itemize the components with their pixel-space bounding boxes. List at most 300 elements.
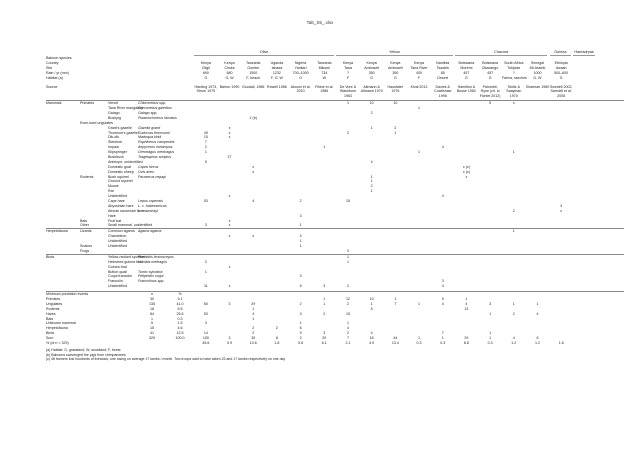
source-cell: Goodall, 1986: [242, 85, 265, 89]
value-cell: 4: [299, 234, 302, 239]
value-cell: [265, 223, 289, 228]
header-cell: Kenya: [342, 61, 354, 65]
scientific-name: Potamochoerus larvatus: [138, 115, 177, 120]
source-cell: Hamilton & Busse 1982: [456, 85, 476, 94]
prey-name: Cape hare: [108, 199, 125, 204]
prey-name: Bush squirrel: [108, 174, 129, 179]
value-cell: 1: [418, 150, 421, 155]
header-cell: 85: [440, 71, 445, 75]
header-cell: Kenya: [390, 61, 401, 65]
header-cell: Desert: [437, 76, 449, 80]
group-cell: Bats: [80, 218, 88, 223]
min-events-value: 0.3: [416, 340, 422, 345]
scientific-name: Capra hircus: [138, 164, 159, 169]
scientific-name: L. crawshayi: [138, 208, 158, 213]
min-events-name: Unknown mammal: [46, 321, 76, 326]
value-cell: [526, 284, 550, 289]
min-events-pct: 25.5: [176, 311, 184, 316]
min-events-value: 1.2: [534, 340, 540, 345]
prey-name: Impala: [108, 145, 119, 150]
class-cell: [46, 223, 80, 228]
source-label: Source: [46, 85, 58, 89]
header-cell: [573, 76, 597, 81]
value-cell: 3: [441, 279, 444, 284]
header-cell: 457: [487, 71, 494, 75]
scientific-name: [138, 249, 194, 254]
header-cell: 350: [392, 71, 399, 75]
value-cell: 1: [370, 174, 373, 179]
min-events-row: [46, 341, 624, 346]
header-label: Habitat (a): [46, 76, 63, 80]
prey-name: Unidentified: [108, 239, 127, 244]
min-events-value: 7: [394, 301, 397, 306]
prey-name: Yellow-necked spurfowl: [108, 254, 146, 259]
min-events-value: 1: [394, 296, 397, 301]
prey-name: Domestic goat: [108, 164, 131, 169]
prey-name: Francolin: [108, 279, 123, 284]
header-cell: Botswana: [482, 61, 498, 65]
value-cell: 11: [203, 284, 208, 289]
source-cell: Stoltz & Saayman 1970: [506, 85, 522, 98]
table-row: [46, 249, 624, 254]
group-cell: Even-toed ungulates: [80, 120, 113, 125]
min-events-value: 20: [322, 336, 327, 341]
min-events-value: 1: [346, 321, 349, 326]
species-group-header: [46, 50, 624, 56]
min-events-n: 30: [150, 296, 154, 301]
scientific-name: Raphicerus campestris: [138, 140, 175, 145]
min-events-n: 5: [151, 321, 153, 326]
value-cell: 1: [394, 130, 397, 135]
value-cell: [478, 284, 502, 289]
value-cell: x: [228, 234, 231, 239]
min-events-n: 15: [150, 326, 154, 331]
prey-name: Fruit bat: [108, 218, 122, 223]
footnote: (c) 46 farmers lost hundreds of livestock; one losing on average 17 lambs / month. Two troops said to have taken 23 and 17 lambs respectively on one day: [46, 357, 286, 362]
value-cell: 27: [227, 155, 232, 160]
min-events-value: 2: [323, 311, 326, 316]
value-cell: [431, 249, 455, 254]
value-cell: [455, 223, 479, 228]
value-cell: 10: [393, 101, 398, 106]
prey-name: Abyssinian hare: [108, 203, 134, 208]
value-cell: 1: [204, 150, 207, 155]
header-cell: 350: [368, 71, 375, 75]
value-cell: x: [228, 284, 231, 289]
value-cell: [384, 249, 408, 254]
header-cell: 1000: [533, 71, 542, 75]
value-cell: 1: [512, 150, 515, 155]
value-cell: x: [228, 135, 231, 140]
min-events-value: 3: [323, 331, 326, 336]
min-events-name: Sum: [46, 336, 54, 341]
prey-name: African savannah hare: [108, 208, 144, 213]
header-cell: G: [204, 76, 208, 80]
scientific-name: Oreotragus oreotragus: [138, 150, 175, 155]
header-cell: G: [559, 76, 563, 80]
prey-name: Unidentified: [108, 244, 127, 249]
prey-name: Hare: [108, 213, 116, 218]
value-cell: [265, 284, 289, 289]
scientific-name: Lepus capensis: [138, 199, 163, 204]
footnote: (b) Baboons scavenged the pigs from chimpanzees: [46, 352, 126, 357]
header-cell: Tana: [344, 66, 352, 70]
n-label: n: [151, 292, 153, 297]
min-events-value: 4: [370, 331, 373, 336]
value-cell: [502, 284, 526, 289]
scientific-name: Turnix sylvatica: [138, 269, 163, 274]
header-cell: Kenya: [413, 61, 425, 65]
prey-name: Button quail: [108, 269, 127, 274]
value-cell: [478, 249, 502, 254]
group-cell: Snakes: [80, 244, 92, 249]
class-cell: [46, 284, 80, 289]
header-cell: Nigeria: [294, 61, 307, 65]
header-cell: Ethiopia: [554, 61, 568, 65]
scientific-name: Peliperdix coqui: [138, 274, 164, 279]
class-cell: Birds: [46, 254, 55, 259]
footnote: (a) Habitat: G, grassland; W, woodland; F, forest: [46, 347, 121, 352]
value-cell: [360, 284, 384, 289]
value-cell: 3: [560, 203, 563, 208]
header-cell: G: [299, 76, 302, 80]
header-cell: 1500: [249, 71, 258, 75]
value-cell: [407, 284, 431, 289]
value-cell: 1: [299, 244, 302, 249]
min-events-value: 16: [369, 336, 374, 341]
species-group: Chacma: [455, 50, 548, 56]
value-cell: 15: [345, 199, 350, 204]
header-cell: Okavango: [481, 66, 499, 70]
value-cell: 49: [203, 130, 208, 135]
value-cell: 2: [299, 199, 302, 204]
prey-name: Galago: [108, 111, 120, 115]
min-events-value: 3: [489, 301, 492, 306]
group-cell: Lizards: [80, 229, 92, 234]
header-cell: 580: [226, 71, 233, 75]
value-cell: 2: [346, 130, 349, 135]
min-events-value: 1.8: [558, 340, 564, 345]
value-cell: 3: [299, 274, 302, 279]
min-events-value: 2: [275, 326, 278, 331]
value-cell: 4: [441, 284, 444, 289]
prey-name: [108, 249, 138, 254]
prey-name: Klipspringer: [108, 150, 127, 155]
species-group: Guinea: [550, 50, 572, 56]
min-events-value: 53: [203, 311, 208, 316]
min-events-value: 3: [299, 311, 302, 316]
header-cell: Mikumi: [318, 66, 330, 70]
header-cell: G: [370, 76, 374, 80]
header-cell: Awash: [555, 66, 567, 70]
prey-name: Ground squirrel: [108, 179, 133, 184]
header-cell: F: [417, 76, 421, 80]
species-group: Yellow: [336, 50, 453, 56]
min-events-pct: 9.1: [177, 296, 183, 301]
value-cell: [336, 223, 360, 228]
table-body: [46, 100, 624, 289]
value-cell: 2: [204, 145, 207, 150]
value-cell: 1: [204, 269, 207, 274]
min-events-value: 1: [418, 301, 421, 306]
value-cell: [360, 249, 384, 254]
value-cell: [549, 249, 573, 254]
min-events-value: 3: [228, 301, 231, 306]
value-cell: 1: [299, 223, 302, 228]
min-events-value: 1.8: [274, 340, 280, 345]
prey-table: [46, 50, 624, 362]
value-cell: 5: [204, 159, 207, 164]
min-events-value: 2.1: [345, 340, 351, 345]
header-cell: Tanzania: [246, 61, 261, 65]
min-events-value: 2: [299, 301, 302, 306]
min-events-value: 1: [489, 331, 492, 336]
min-events-value: 4: [346, 326, 349, 331]
min-events-value: 8.8: [463, 340, 469, 345]
value-cell: x: [228, 125, 231, 130]
source-cell: Barton 1990: [219, 85, 240, 89]
min-events-value: 1.2: [511, 340, 517, 345]
prey-name: Common agama: [108, 229, 135, 234]
min-events-value: 1: [299, 321, 302, 326]
min-events-value: 150: [202, 336, 209, 341]
header-cell: 457: [463, 71, 470, 75]
value-cell: 2: [512, 208, 515, 213]
header-cell: Tshipise: [507, 66, 521, 70]
min-events-pct: [166, 341, 194, 346]
group-cell: [80, 284, 108, 289]
header-label: Rain / yr (mm): [46, 71, 69, 75]
value-cell: [573, 249, 597, 254]
scientific-name: Eudorcas thomsonii: [138, 130, 170, 135]
value-cell: 3: [346, 248, 349, 253]
header-cell: 700–1000: [292, 71, 309, 75]
value-cell: [455, 249, 479, 254]
value-cell: [384, 284, 408, 289]
min-events-value: 2: [299, 336, 302, 341]
header-cell: Tanzania: [317, 61, 332, 65]
header-cell: Kenya: [366, 61, 377, 65]
header-cell: Mt.Assirik: [529, 66, 546, 70]
value-cell: [407, 223, 431, 228]
min-events-pct: 12.5: [176, 331, 184, 336]
species-group: Olive: [194, 50, 334, 56]
min-events-value: 1: [512, 301, 515, 306]
source-cell: Sharman 1980: [525, 85, 550, 89]
min-events-label: Minimum predation events: [46, 292, 89, 297]
value-cell: [194, 249, 218, 254]
prey-name: Bushpig: [108, 115, 121, 120]
value-cell: x: [228, 218, 231, 223]
value-cell: 4: [441, 145, 444, 150]
min-events-value: 6: [536, 336, 539, 341]
value-cell: x: [228, 194, 231, 199]
value-cell: [289, 249, 313, 254]
prey-name: Guinea fowl: [108, 264, 127, 269]
value-cell: 1: [512, 229, 515, 234]
value-cell: [241, 284, 265, 289]
class-cell: Mammals: [46, 101, 62, 106]
header-cell: Farms, ranches: [501, 76, 527, 80]
min-events-value: 10.6: [249, 340, 257, 345]
min-events-pct: 41.0: [176, 301, 184, 306]
min-events-pct: 0.3: [177, 316, 183, 321]
min-events-value: 1: [252, 316, 255, 321]
source-cell: Palombit, Ryne (cit. in Fichtel 2012): [479, 85, 501, 98]
value-cell: 3: [299, 213, 302, 218]
min-events-value: 8: [275, 336, 278, 341]
min-events-name: % (of n = 329): [46, 340, 69, 345]
min-events-name: Rodents: [46, 306, 60, 311]
scientific-name: Paraxerus cepapi: [138, 174, 166, 179]
prey-name: Antelope, unidentified: [108, 159, 143, 164]
header-cell: G: [465, 76, 468, 80]
value-cell: 4: [441, 194, 444, 199]
min-events-value: 12: [345, 296, 350, 301]
scientific-name: L. c. habessinicus: [138, 203, 167, 208]
min-events-value: 60: [203, 301, 208, 306]
min-events-value: 1: [418, 336, 421, 341]
min-events-n: [138, 341, 166, 346]
value-cell: 5: [489, 101, 492, 106]
header-cell: Kenya: [224, 61, 235, 65]
value-cell: [455, 284, 479, 289]
min-events-value: 6.1: [321, 340, 327, 345]
header-cell: 1232: [272, 71, 281, 75]
header-cell: Senegal: [530, 61, 545, 65]
min-events-value: 0.6: [298, 340, 304, 345]
header-cell: 690: [202, 71, 209, 75]
value-cell: 2: [370, 184, 373, 189]
min-events-value: 2: [252, 331, 255, 336]
min-events-value: 4: [441, 301, 444, 306]
value-cell: [502, 223, 526, 228]
prey-name: Grant's gazelle: [108, 125, 132, 130]
header-cell: Tana River: [410, 66, 428, 70]
header-cell: G: [393, 76, 397, 80]
header-cell: Yankari: [294, 66, 307, 70]
header-cell: 734: [321, 71, 328, 75]
value-cell: 6: [299, 284, 302, 289]
scientific-name: Chlorocebus spp.: [138, 101, 166, 106]
value-cell: [502, 249, 526, 254]
species-group: Hamadryas: [574, 50, 594, 54]
source-cell: Davies & Cowlishaw 1996: [434, 85, 452, 98]
prey-name: Chameleon: [108, 234, 127, 239]
value-cell: x: [560, 208, 563, 213]
prey-name: Tana River mangabey: [108, 106, 143, 111]
min-events-value: 35: [251, 336, 256, 341]
scientific-name: Tragelaphus scriptus: [138, 155, 172, 160]
group-cell: Other: [80, 223, 89, 228]
value-cell: 2: [370, 111, 373, 115]
min-events-name: Bats: [46, 316, 54, 321]
min-events-value: 4: [536, 311, 539, 316]
prey-name: Small mammal, unidentified: [108, 223, 153, 228]
group-cell: Primates: [80, 101, 95, 106]
min-events-value: 13: [464, 306, 469, 311]
header-cell: Uganda: [270, 61, 284, 65]
header-cell: Moremi: [460, 66, 473, 70]
prey-name: Coqui francolin: [108, 274, 132, 279]
value-cell: [478, 223, 502, 228]
value-cell: [241, 249, 265, 254]
prey-name: Vervet: [108, 101, 119, 106]
header-label: Country: [46, 61, 59, 65]
value-cell: [526, 249, 550, 254]
source-cell: [573, 85, 597, 98]
value-cell: x (c): [462, 169, 470, 174]
min-events-value: 3: [228, 336, 231, 341]
min-events-value: 1: [489, 311, 492, 316]
min-events-name: Birds: [46, 331, 55, 336]
min-events-name: Primates: [46, 296, 61, 301]
table-row: [46, 284, 624, 289]
value-cell: 15: [203, 135, 208, 140]
header-cell: 500–600: [554, 71, 569, 75]
scientific-name: Agama agama: [138, 229, 162, 234]
value-cell: 2 (b): [249, 115, 257, 120]
min-events-value: 1: [323, 296, 326, 301]
header-cell: Amboseli: [364, 66, 380, 70]
min-events-value: 4: [465, 301, 468, 306]
header-cell: Choke: [224, 66, 235, 70]
value-cell: 1: [370, 125, 373, 130]
min-events-value: 1: [370, 301, 373, 306]
value-cell: x: [228, 130, 231, 135]
scientific-name: Ovis aries: [138, 169, 154, 174]
header-cell: Namibia: [436, 61, 450, 65]
value-cell: x: [252, 169, 255, 174]
min-events-value: 7: [441, 331, 444, 336]
min-events-n: 135: [149, 301, 155, 306]
header-cell: W: [322, 76, 326, 80]
min-events-value: 1: [323, 301, 326, 306]
min-events-pct: 100.0: [175, 336, 185, 341]
source-cell: Harding 1973, Strum 1975: [194, 85, 218, 94]
min-events-value: 0.3: [487, 340, 493, 345]
min-events-value: 29: [464, 336, 469, 341]
value-cell: 2: [346, 284, 349, 289]
min-events-value: 5: [441, 296, 444, 301]
value-cell: 4: [252, 199, 255, 204]
header-cell: Gombe: [247, 66, 260, 70]
value-cell: [431, 223, 455, 228]
value-cell: [218, 249, 242, 254]
min-events-value: 4: [252, 311, 255, 316]
min-events-value: 9: [299, 331, 302, 336]
header-row: [46, 76, 624, 81]
value-cell: x: [228, 264, 231, 269]
value-cell: x: [465, 174, 468, 179]
value-cell: x: [252, 164, 255, 169]
group-cell: Frogs: [80, 248, 90, 253]
value-cell: 1: [346, 259, 349, 264]
scientific-name: [138, 284, 194, 289]
source-cell: Altmann & Altmann 1970: [360, 85, 383, 94]
min-events-value: 15: [345, 311, 350, 316]
value-cell: x: [228, 223, 231, 228]
value-cell: [573, 223, 597, 228]
header-cell: F, beach: [246, 76, 261, 80]
scientific-name: [138, 223, 194, 228]
min-events-name: Ungulates: [46, 301, 63, 306]
min-events-n: 84: [150, 311, 154, 316]
header-cell: Gilgil: [201, 66, 210, 70]
site-header: [46, 56, 624, 81]
min-events-value: 0.3: [440, 340, 446, 345]
min-events-value: 2: [252, 326, 255, 331]
